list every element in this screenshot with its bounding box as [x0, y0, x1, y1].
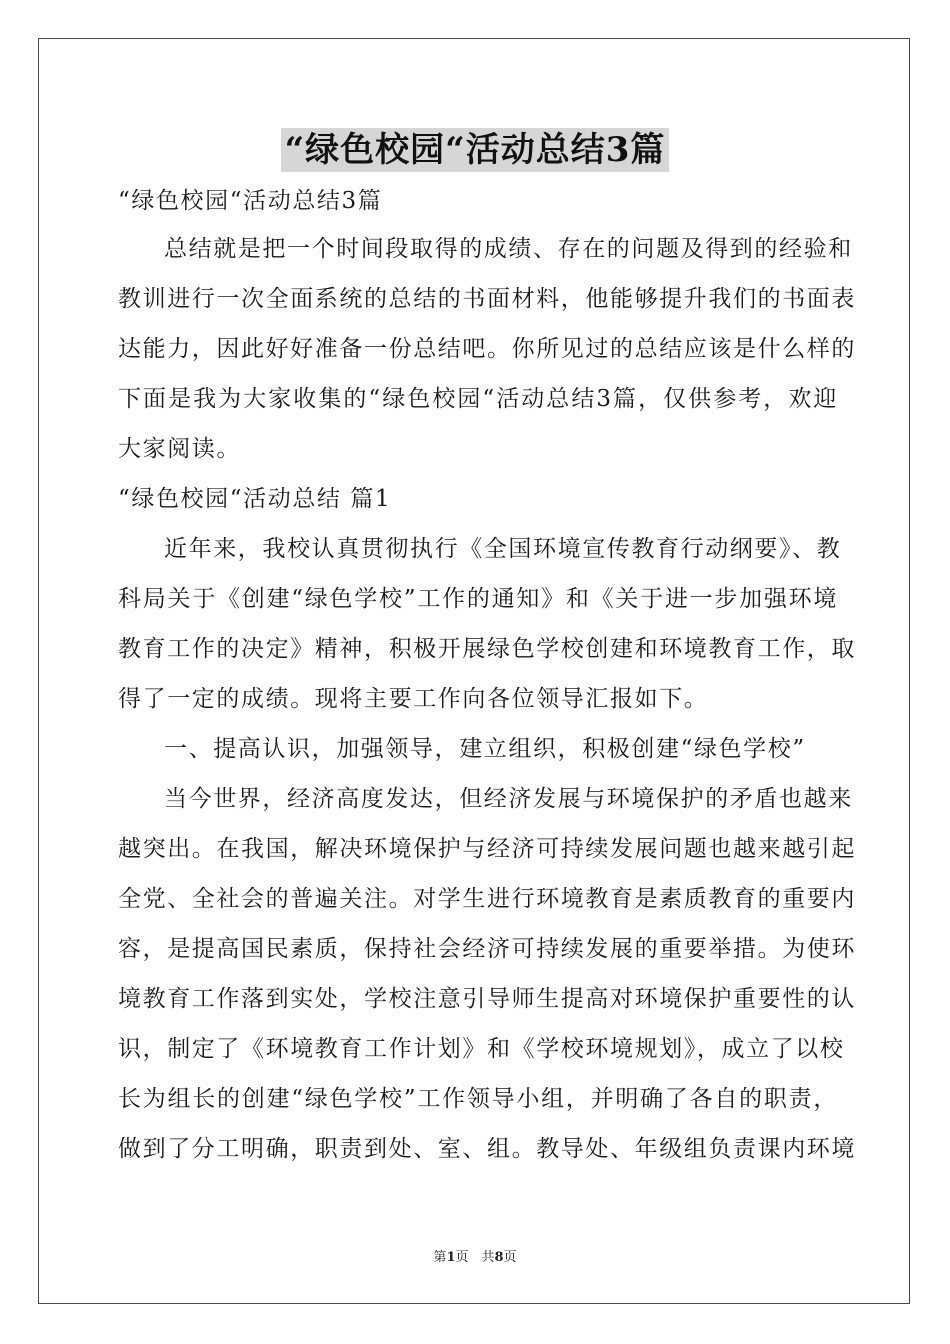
page-footer — [0, 1246, 950, 1265]
subtitle-line: “绿色校园“活动总结3篇 — [118, 188, 383, 214]
footer-prefix: 第 — [433, 1250, 447, 1265]
document-title: “绿色校园“活动总结3篇 — [281, 128, 670, 172]
body-text-line: 下面是我为大家收集的“绿色校园“活动总结3篇，仅供参考，欢迎 — [118, 386, 838, 412]
footer-page-total: 8 — [494, 1250, 504, 1265]
body-text-line: 得了一定的成绩。现将主要工作向各位领导汇报如下。 — [118, 686, 709, 712]
body-text-line: 当今世界，经济高度发达，但经济发展与环境保护的矛盾也越来 — [164, 786, 853, 812]
body-text-line: 大家阅读。 — [118, 436, 241, 462]
body-text-line: 教育工作的决定》精神，积极开展绿色学校创建和环境教育工作，取 — [118, 636, 856, 662]
footer-mid: 页 共 — [455, 1250, 495, 1265]
body-text-line: 长为组长的创建“绿色学校”工作领导小组，并明确了各自的职责， — [118, 1086, 838, 1112]
body-text-line: 容，是提高国民素质，保持社会经济可持续发展的重要举措。为使环 — [118, 936, 856, 962]
body-text-line: 总结就是把一个时间段取得的成绩、存在的问题及得到的经验和 — [164, 236, 853, 262]
body-text-line: 全党、全社会的普遍关注。对学生进行环境教育是素质教育的重要内 — [118, 886, 856, 912]
body-text-line: 教训进行一次全面系统的总结的书面材料，他能够提升我们的书面表 — [118, 286, 856, 312]
footer-page-current: 1 — [446, 1250, 456, 1265]
section-heading: “绿色校园“活动总结 篇1 — [118, 486, 392, 512]
body-text-line: 识，制定了《环境教育工作计划》和《学校环境规划》，成立了以校 — [118, 1036, 845, 1062]
body-text-line: 越突出。在我国，解决环境保护与经济可持续发展问题也越来越引起 — [118, 836, 856, 862]
subsection-heading: 一、提高认识，加强领导，建立组织，积极创建“绿色学校” — [164, 736, 806, 762]
page-border — [38, 38, 910, 1304]
body-text-line: 近年来，我校认真贯彻执行《全国环境宣传教育行动纲要》、教 — [164, 536, 842, 562]
body-text-line: 达能力，因此好好准备一份总结吧。你所见过的总结应该是什么样的 — [118, 336, 856, 362]
footer-suffix: 页 — [503, 1250, 517, 1265]
body-text-line: 做到了分工明确，职责到处、室、组。教导处、年级组负责课内环境 — [118, 1136, 856, 1162]
body-text-line: 境教育工作落到实处，学校注意引导师生提高对环境保护重要性的认 — [118, 986, 856, 1012]
body-text-line: 科局关于《创建“绿色学校”工作的通知》和《关于进一步加强环境 — [118, 586, 838, 612]
